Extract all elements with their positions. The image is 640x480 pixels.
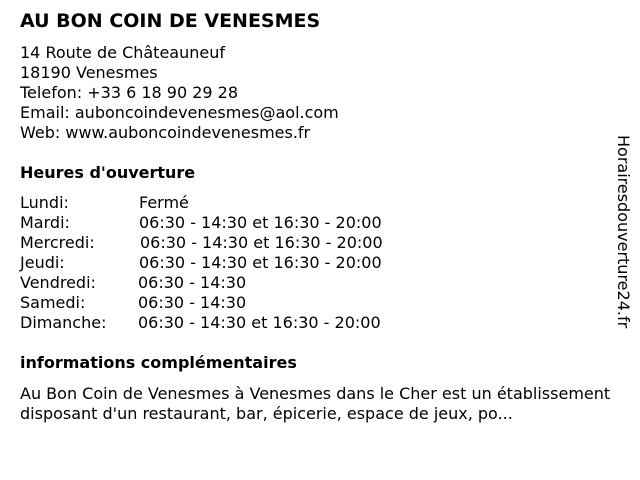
time-value: 06:30 - 14:30 et 16:30 - 20:00	[139, 213, 382, 232]
website: Web: www.auboncoindevenesmes.fr	[20, 123, 311, 142]
time-value: 06:30 - 14:30 et 16:30 - 20:00	[140, 233, 383, 252]
time-value: 06:30 - 14:30	[138, 293, 247, 312]
phone-number: Telefon: +33 6 18 90 29 28	[20, 83, 239, 102]
hours-heading: Heures d'ouverture	[20, 163, 196, 182]
time-value: 06:30 - 14:30 et 16:30 - 20:00	[138, 313, 381, 332]
time-value: 06:30 - 14:30	[138, 273, 247, 292]
street-address: 14 Route de Châteauneuf	[20, 43, 225, 62]
day-label: Samedi:	[20, 293, 86, 312]
day-label: Mercredi:	[20, 233, 95, 252]
day-label: Jeudi:	[20, 253, 65, 272]
day-label: Lundi:	[20, 193, 69, 212]
day-label: Vendredi:	[20, 273, 96, 292]
info-heading: informations complémentaires	[20, 353, 297, 372]
time-value: 06:30 - 14:30 et 16:30 - 20:00	[139, 253, 382, 272]
email-address: Email: auboncoindevenesmes@aol.com	[20, 103, 339, 122]
site-watermark: Horairesdouverture24.fr	[614, 135, 633, 329]
postal-city: 18190 Venesmes	[20, 63, 158, 82]
contact-block	[20, 43, 339, 143]
day-label: Dimanche:	[20, 313, 107, 332]
time-value: Fermé	[139, 193, 189, 212]
business-description: Au Bon Coin de Venesmes à Venesmes dans le Cher est un établissement disposant d'un restaurant, bar, épicerie, espace de jeux, po...	[20, 384, 611, 423]
day-label: Mardi:	[20, 213, 70, 232]
business-name: AU BON COIN DE VENESMES	[20, 10, 321, 32]
